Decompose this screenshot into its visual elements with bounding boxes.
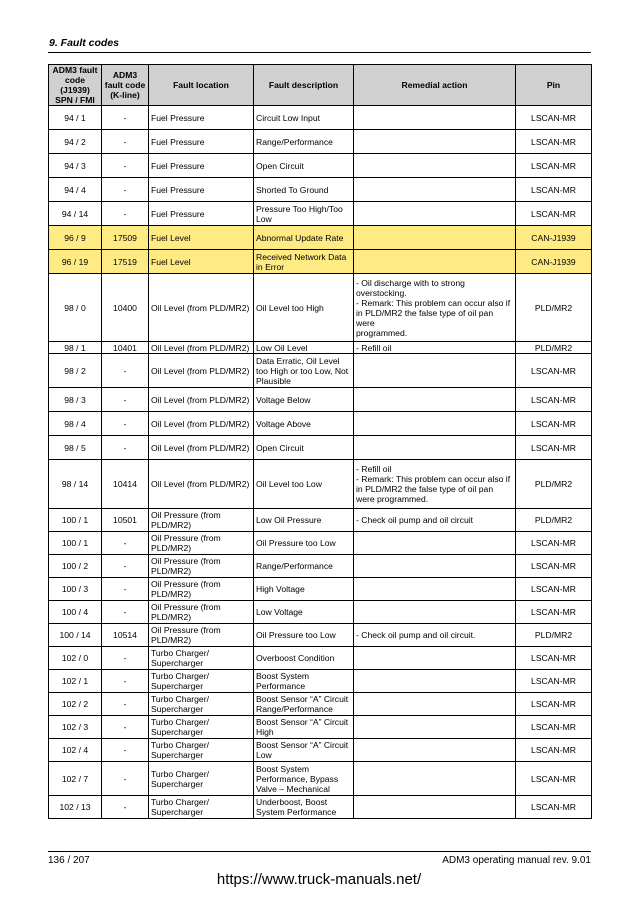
- fault-pin: PLD/MR2: [516, 274, 592, 342]
- fault-kline-code: -: [102, 178, 149, 202]
- remedial-action: - Refill oil - Remark: This problem can occur also if in PLD/MR2 the false type of oil pan were programmed.: [354, 460, 516, 509]
- remedial-action: [354, 106, 516, 130]
- remedial-action: [354, 178, 516, 202]
- fault-kline-code: 17519: [102, 250, 149, 274]
- remedial-action: [354, 555, 516, 578]
- header-fault-description: Fault description: [254, 65, 354, 106]
- fault-pin: LSCAN-MR: [516, 154, 592, 178]
- fault-description: Boost Sensor “A” Circuit High: [254, 716, 354, 739]
- fault-pin: PLD/MR2: [516, 509, 592, 532]
- fault-kline-code: -: [102, 532, 149, 555]
- remedial-action: [354, 436, 516, 460]
- fault-location: Oil Level (from PLD/MR2): [149, 412, 254, 436]
- fault-spn-fmi: 98 / 3: [49, 388, 102, 412]
- fault-pin: LSCAN-MR: [516, 532, 592, 555]
- fault-description: Overboost Condition: [254, 647, 354, 670]
- fault-location: Fuel Level: [149, 226, 254, 250]
- fault-kline-code: -: [102, 716, 149, 739]
- fault-kline-code: -: [102, 154, 149, 178]
- fault-description: Data Erratic, Oil Level too High or too Low, Not Plausible: [254, 354, 354, 388]
- fault-description: Open Circuit: [254, 154, 354, 178]
- fault-spn-fmi: 94 / 3: [49, 154, 102, 178]
- fault-description: Oil Level too Low: [254, 460, 354, 509]
- remedial-action: [354, 716, 516, 739]
- fault-kline-code: -: [102, 412, 149, 436]
- fault-location: Oil Level (from PLD/MR2): [149, 274, 254, 342]
- fault-pin: PLD/MR2: [516, 342, 592, 354]
- fault-spn-fmi: 96 / 19: [49, 250, 102, 274]
- fault-kline-code: -: [102, 647, 149, 670]
- remedial-action: [354, 762, 516, 796]
- fault-spn-fmi: 98 / 1: [49, 342, 102, 354]
- remedial-action: [354, 693, 516, 716]
- fault-description: Received Network Data in Error: [254, 250, 354, 274]
- table-row: [49, 670, 592, 693]
- table-row: [49, 342, 592, 354]
- fault-kline-code: -: [102, 578, 149, 601]
- fault-location: Fuel Level: [149, 250, 254, 274]
- fault-location: Turbo Charger/ Supercharger: [149, 716, 254, 739]
- remedial-action: [354, 250, 516, 274]
- table-row: [49, 693, 592, 716]
- table-row: [49, 436, 592, 460]
- fault-location: Fuel Pressure: [149, 130, 254, 154]
- fault-location: Fuel Pressure: [149, 154, 254, 178]
- fault-pin: LSCAN-MR: [516, 716, 592, 739]
- fault-pin: LSCAN-MR: [516, 178, 592, 202]
- remedial-action: - Check oil pump and oil circuit.: [354, 624, 516, 647]
- fault-spn-fmi: 98 / 5: [49, 436, 102, 460]
- fault-pin: LSCAN-MR: [516, 555, 592, 578]
- remedial-action: [354, 130, 516, 154]
- fault-description: Low Oil Pressure: [254, 509, 354, 532]
- fault-description: Boost System Performance, Bypass Valve – Mechanical: [254, 762, 354, 796]
- table-row: [49, 354, 592, 388]
- table-row: [49, 154, 592, 178]
- fault-spn-fmi: 102 / 4: [49, 739, 102, 762]
- fault-description: Voltage Above: [254, 412, 354, 436]
- fault-location: Oil Level (from PLD/MR2): [149, 460, 254, 509]
- fault-kline-code: -: [102, 436, 149, 460]
- fault-description: High Voltage: [254, 578, 354, 601]
- remedial-action: [354, 532, 516, 555]
- header-spn-fmi: ADM3 fault code (J1939) SPN / FMI: [49, 65, 102, 106]
- remedial-action: [354, 412, 516, 436]
- remedial-action: [354, 154, 516, 178]
- remedial-action: [354, 670, 516, 693]
- fault-pin: CAN-J1939: [516, 250, 592, 274]
- table-row: [49, 762, 592, 796]
- fault-description: Underboost, Boost System Performance: [254, 796, 354, 819]
- fault-kline-code: 17509: [102, 226, 149, 250]
- fault-description: Low Oil Level: [254, 342, 354, 354]
- fault-description: Boost Sensor “A” Circuit Range/Performance: [254, 693, 354, 716]
- fault-description: Boost System Performance: [254, 670, 354, 693]
- fault-pin: CAN-J1939: [516, 226, 592, 250]
- table-row: [49, 647, 592, 670]
- remedial-action: - Check oil pump and oil circuit: [354, 509, 516, 532]
- header-pin: Pin: [516, 65, 592, 106]
- fault-pin: LSCAN-MR: [516, 647, 592, 670]
- fault-pin: LSCAN-MR: [516, 106, 592, 130]
- table-row: [49, 578, 592, 601]
- table-row: [49, 532, 592, 555]
- fault-spn-fmi: 102 / 13: [49, 796, 102, 819]
- fault-spn-fmi: 102 / 0: [49, 647, 102, 670]
- header-kline: ADM3 fault code (K-line): [102, 65, 149, 106]
- fault-pin: LSCAN-MR: [516, 354, 592, 388]
- fault-description: Open Circuit: [254, 436, 354, 460]
- fault-location: Turbo Charger/ Supercharger: [149, 693, 254, 716]
- fault-spn-fmi: 94 / 1: [49, 106, 102, 130]
- fault-description: Voltage Below: [254, 388, 354, 412]
- page-number: 136 / 207: [48, 855, 90, 866]
- fault-spn-fmi: 94 / 2: [49, 130, 102, 154]
- fault-spn-fmi: 100 / 1: [49, 532, 102, 555]
- website-url[interactable]: https://www.truck-manuals.net/: [216, 871, 422, 888]
- table-row: [49, 250, 592, 274]
- fault-kline-code: -: [102, 739, 149, 762]
- fault-description: Oil Pressure too Low: [254, 532, 354, 555]
- fault-pin: LSCAN-MR: [516, 202, 592, 226]
- fault-spn-fmi: 100 / 2: [49, 555, 102, 578]
- table-row: [49, 601, 592, 624]
- fault-pin: LSCAN-MR: [516, 670, 592, 693]
- fault-pin: PLD/MR2: [516, 460, 592, 509]
- fault-location: Oil Pressure (from PLD/MR2): [149, 509, 254, 532]
- remedial-action: [354, 739, 516, 762]
- fault-kline-code: -: [102, 202, 149, 226]
- table-row: [49, 130, 592, 154]
- fault-location: Oil Pressure (from PLD/MR2): [149, 532, 254, 555]
- fault-spn-fmi: 100 / 1: [49, 509, 102, 532]
- fault-location: Fuel Pressure: [149, 106, 254, 130]
- fault-location: Fuel Pressure: [149, 178, 254, 202]
- remedial-action: - Refill oil: [354, 342, 516, 354]
- remedial-action: [354, 388, 516, 412]
- fault-location: Fuel Pressure: [149, 202, 254, 226]
- fault-location: Turbo Charger/ Supercharger: [149, 647, 254, 670]
- fault-pin: LSCAN-MR: [516, 693, 592, 716]
- remedial-action: [354, 601, 516, 624]
- fault-description: Low Voltage: [254, 601, 354, 624]
- fault-description: Abnormal Update Rate: [254, 226, 354, 250]
- fault-pin: LSCAN-MR: [516, 436, 592, 460]
- fault-kline-code: -: [102, 388, 149, 412]
- fault-location: Turbo Charger/ Supercharger: [149, 762, 254, 796]
- fault-kline-code: -: [102, 670, 149, 693]
- fault-kline-code: -: [102, 693, 149, 716]
- fault-pin: LSCAN-MR: [516, 762, 592, 796]
- remedial-action: [354, 354, 516, 388]
- fault-description: Oil Pressure too Low: [254, 624, 354, 647]
- table-row: [49, 509, 592, 532]
- fault-description: Boost Sensor “A” Circuit Low: [254, 739, 354, 762]
- fault-spn-fmi: 94 / 4: [49, 178, 102, 202]
- table-row: [49, 388, 592, 412]
- fault-location: Oil Level (from PLD/MR2): [149, 436, 254, 460]
- manual-revision: ADM3 operating manual rev. 9.01: [442, 855, 591, 866]
- fault-code-table: [48, 64, 592, 819]
- fault-kline-code: -: [102, 555, 149, 578]
- fault-spn-fmi: 100 / 4: [49, 601, 102, 624]
- fault-spn-fmi: 98 / 4: [49, 412, 102, 436]
- table-row: [49, 202, 592, 226]
- table-row: [49, 412, 592, 436]
- fault-description: Range/Performance: [254, 555, 354, 578]
- table-row: [49, 739, 592, 762]
- remedial-action: [354, 647, 516, 670]
- table-row: [49, 178, 592, 202]
- fault-kline-code: -: [102, 354, 149, 388]
- fault-kline-code: 10400: [102, 274, 149, 342]
- fault-spn-fmi: 100 / 14: [49, 624, 102, 647]
- fault-spn-fmi: 96 / 9: [49, 226, 102, 250]
- remedial-action: - Oil discharge with to strong overstocking. - Remark: This problem can occur also if in PLD/MR2 the false type of oil pan were programmed.: [354, 274, 516, 342]
- fault-description: Shorted To Ground: [254, 178, 354, 202]
- table-row: [49, 716, 592, 739]
- table-row: [49, 796, 592, 819]
- fault-location: Oil Level (from PLD/MR2): [149, 354, 254, 388]
- fault-spn-fmi: 102 / 2: [49, 693, 102, 716]
- remedial-action: [354, 796, 516, 819]
- fault-pin: LSCAN-MR: [516, 739, 592, 762]
- title-divider: [48, 52, 591, 53]
- fault-description: Pressure Too High/Too Low: [254, 202, 354, 226]
- remedial-action: [354, 226, 516, 250]
- fault-location: Oil Level (from PLD/MR2): [149, 388, 254, 412]
- table-row: [49, 460, 592, 509]
- fault-description: Oil Level too High: [254, 274, 354, 342]
- table-row: [49, 226, 592, 250]
- header-remedial-action: Remedial action: [354, 65, 516, 106]
- fault-spn-fmi: 98 / 14: [49, 460, 102, 509]
- fault-spn-fmi: 100 / 3: [49, 578, 102, 601]
- fault-spn-fmi: 98 / 2: [49, 354, 102, 388]
- fault-kline-code: -: [102, 106, 149, 130]
- fault-pin: LSCAN-MR: [516, 796, 592, 819]
- table-row: [49, 555, 592, 578]
- fault-location: Turbo Charger/ Supercharger: [149, 739, 254, 762]
- fault-description: Circuit Low Input: [254, 106, 354, 130]
- fault-pin: LSCAN-MR: [516, 388, 592, 412]
- fault-spn-fmi: 102 / 1: [49, 670, 102, 693]
- fault-pin: LSCAN-MR: [516, 601, 592, 624]
- table-header-row: [49, 65, 592, 106]
- fault-description: Range/Performance: [254, 130, 354, 154]
- header-fault-location: Fault location: [149, 65, 254, 106]
- fault-location: Turbo Charger/ Supercharger: [149, 670, 254, 693]
- table-row: [49, 624, 592, 647]
- fault-pin: LSCAN-MR: [516, 578, 592, 601]
- section-title: 9. Fault codes: [49, 37, 120, 49]
- fault-kline-code: 10414: [102, 460, 149, 509]
- fault-kline-code: -: [102, 130, 149, 154]
- fault-pin: LSCAN-MR: [516, 130, 592, 154]
- fault-kline-code: 10501: [102, 509, 149, 532]
- fault-location: Oil Pressure (from PLD/MR2): [149, 601, 254, 624]
- footer-divider: [48, 851, 591, 852]
- fault-kline-code: -: [102, 762, 149, 796]
- table-row: [49, 274, 592, 342]
- table-row: [49, 106, 592, 130]
- fault-location: Oil Pressure (from PLD/MR2): [149, 578, 254, 601]
- fault-kline-code: 10514: [102, 624, 149, 647]
- fault-location: Turbo Charger/ Supercharger: [149, 796, 254, 819]
- fault-location: Oil Pressure (from PLD/MR2): [149, 624, 254, 647]
- fault-pin: LSCAN-MR: [516, 412, 592, 436]
- fault-kline-code: 10401: [102, 342, 149, 354]
- fault-spn-fmi: 94 / 14: [49, 202, 102, 226]
- remedial-action: [354, 578, 516, 601]
- fault-spn-fmi: 98 / 0: [49, 274, 102, 342]
- fault-spn-fmi: 102 / 3: [49, 716, 102, 739]
- fault-pin: PLD/MR2: [516, 624, 592, 647]
- fault-location: Oil Pressure (from PLD/MR2): [149, 555, 254, 578]
- fault-location: Oil Level (from PLD/MR2): [149, 342, 254, 354]
- fault-spn-fmi: 102 / 7: [49, 762, 102, 796]
- remedial-action: [354, 202, 516, 226]
- fault-kline-code: -: [102, 796, 149, 819]
- fault-kline-code: -: [102, 601, 149, 624]
